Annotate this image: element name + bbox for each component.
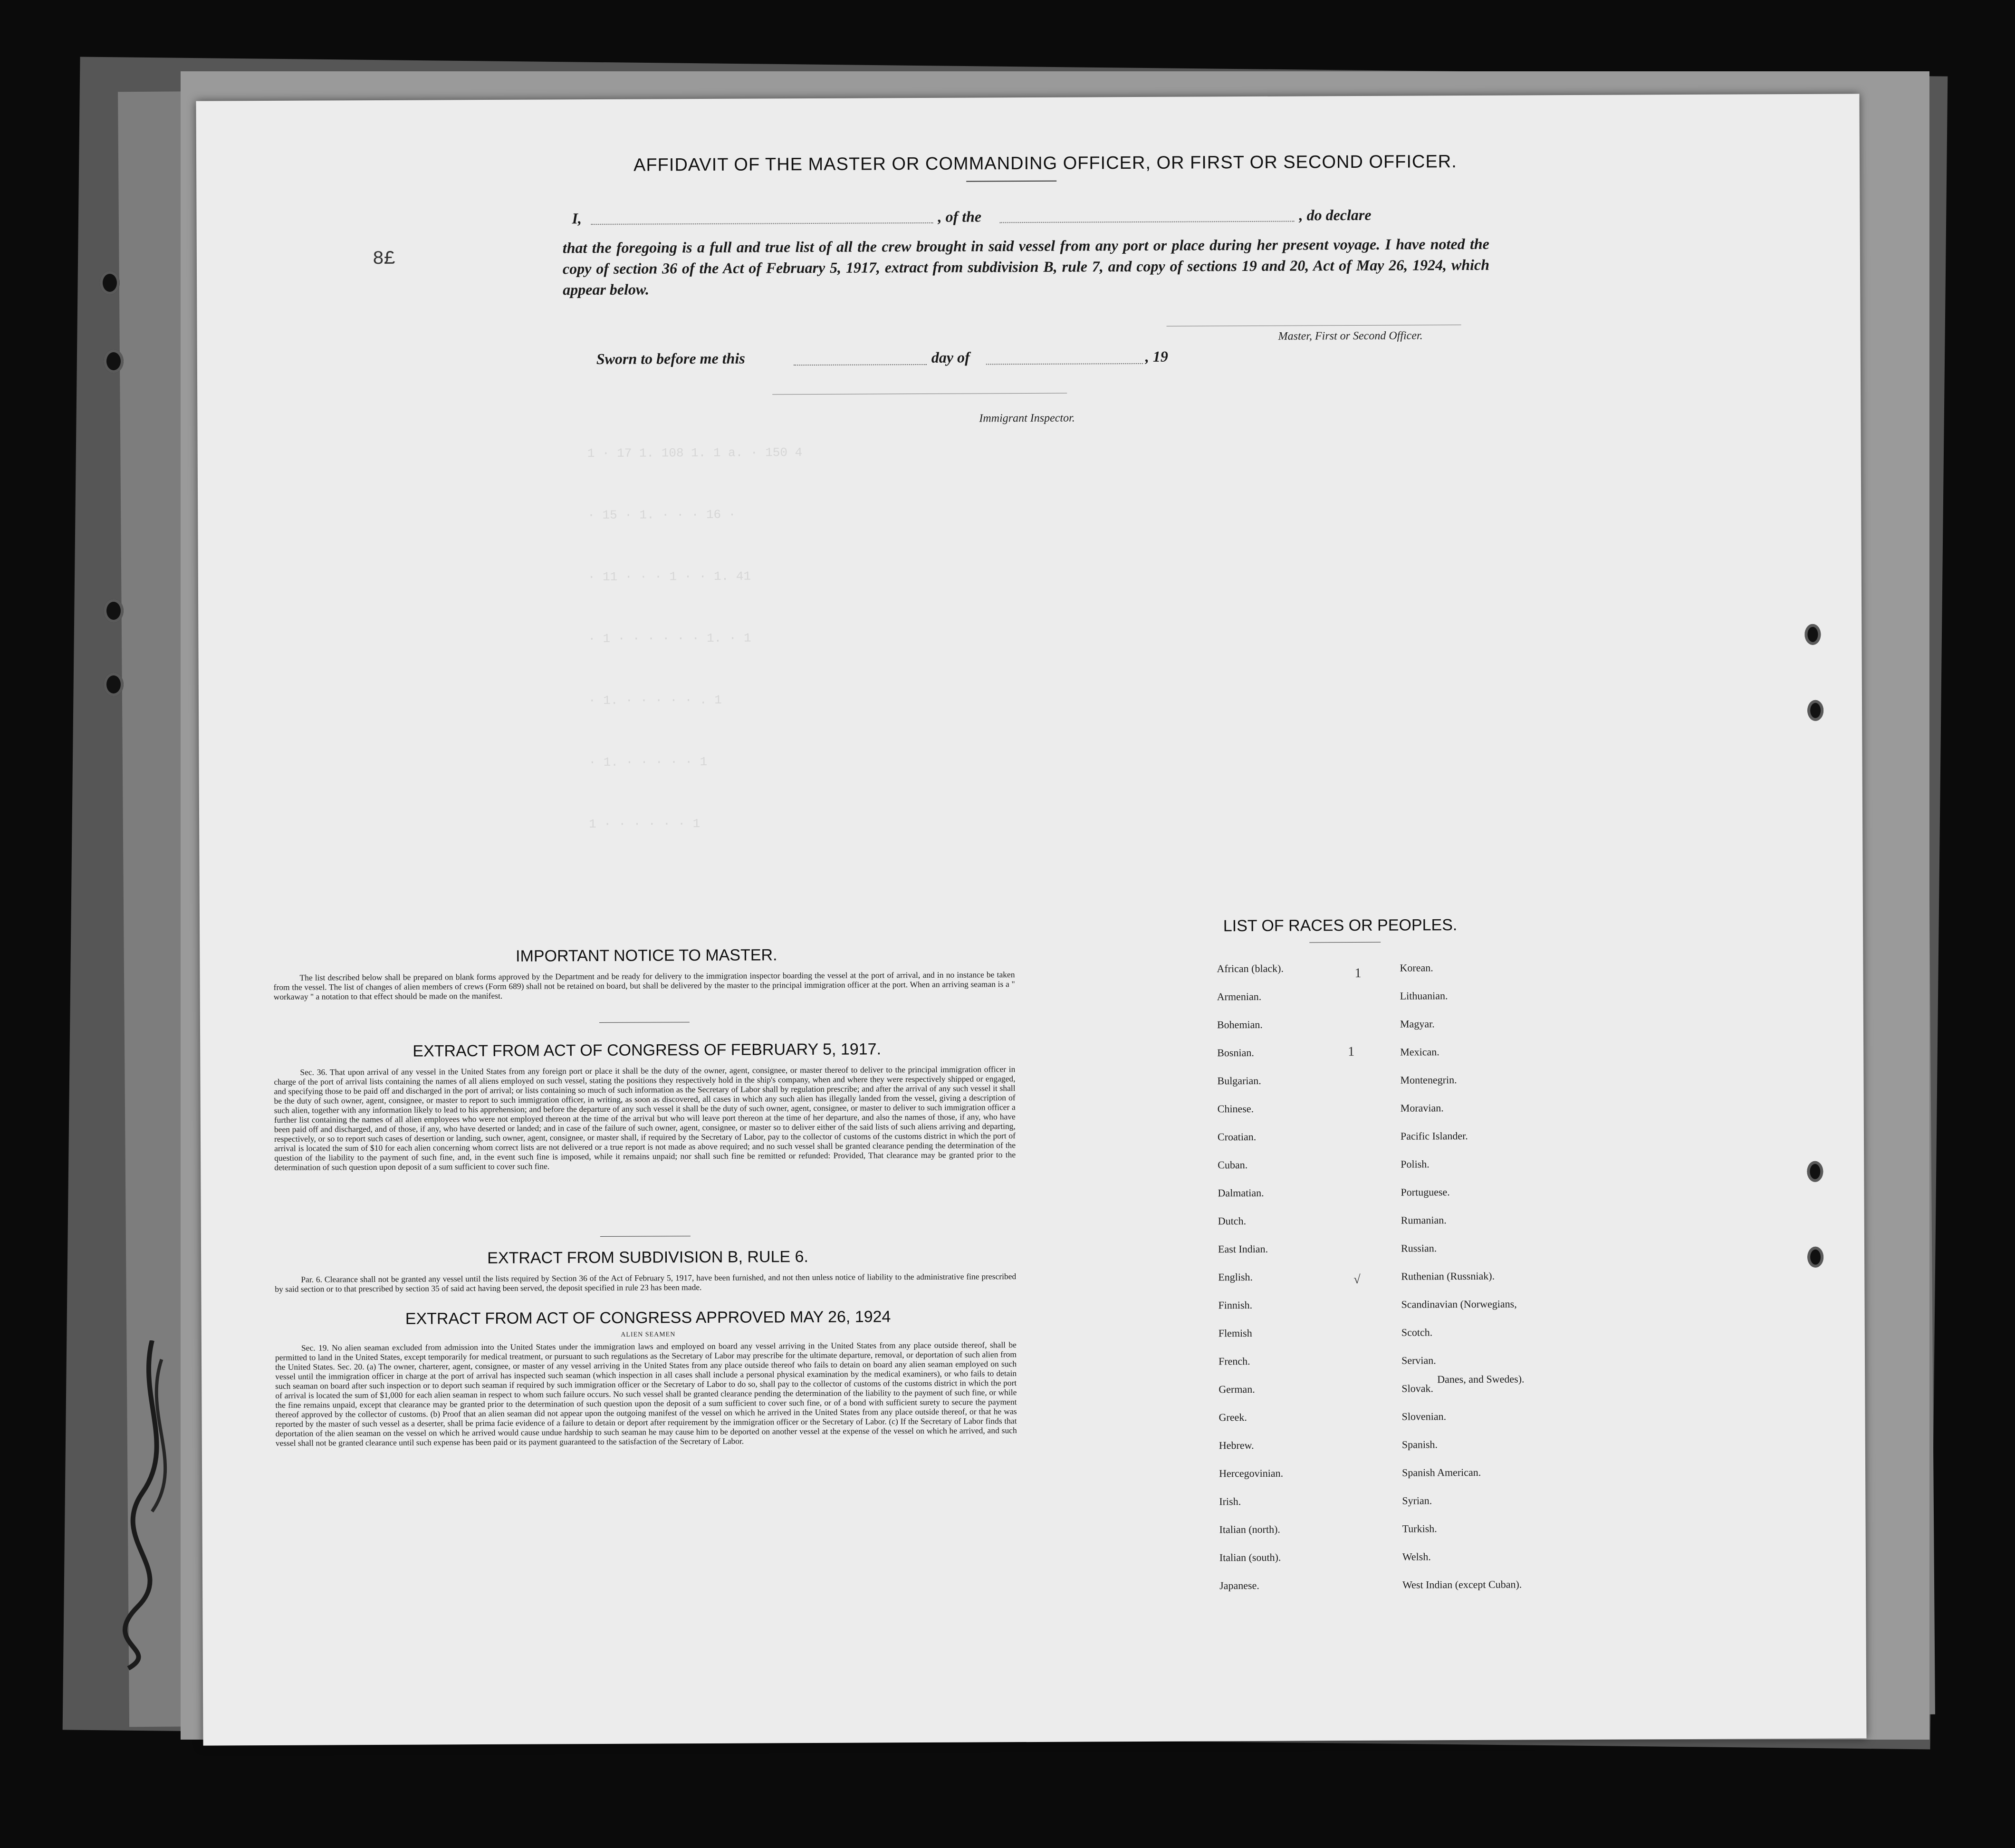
race-item: Chinese. xyxy=(1217,1102,1254,1115)
affidavit-declare-label: , do declare xyxy=(1299,206,1372,224)
extract-1924-title: EXTRACT FROM ACT OF CONGRESS APPROVED MAY 26, 1924 xyxy=(405,1308,891,1328)
race-item: Scandinavian (Norwegians, xyxy=(1401,1298,1517,1310)
race-item: Spanish. xyxy=(1401,1438,1438,1451)
extract-1917-title: EXTRACT FROM ACT OF CONGRESS OF FEBRUARY 5, 1917. xyxy=(413,1040,882,1060)
race-item: Slovenian. xyxy=(1401,1410,1447,1423)
race-item: Dutch. xyxy=(1218,1215,1247,1227)
race-item: Armenian. xyxy=(1217,990,1262,1003)
day-of-label: day of xyxy=(931,348,970,366)
affidavit-i-label: I, xyxy=(572,210,582,227)
race-item: German. xyxy=(1219,1383,1255,1396)
binding-hole xyxy=(1804,624,1821,645)
vessel-name-field[interactable] xyxy=(1000,221,1295,223)
race-item: Welsh. xyxy=(1402,1550,1431,1563)
affidavit-title: AFFIDAVIT OF THE MASTER OR COMMANDING OFFICER, OR FIRST OR SECOND OFFICER. xyxy=(633,152,1457,175)
race-item: Korean. xyxy=(1400,962,1433,974)
race-item: East Indian. xyxy=(1218,1242,1268,1255)
inspector-signature-label: Immigrant Inspector. xyxy=(979,412,1075,425)
race-item: Moravian. xyxy=(1400,1102,1444,1114)
race-item: Servian. xyxy=(1401,1354,1436,1367)
race-item: English. xyxy=(1218,1270,1253,1283)
race-item: Montenegrin. xyxy=(1400,1074,1457,1086)
binding-string xyxy=(109,1340,195,1673)
sworn-month-field[interactable] xyxy=(986,363,1143,365)
race-item: Spanish American. xyxy=(1402,1466,1481,1479)
notice-body: The list described below shall be prepared on blank forms approved by the Department and be ready for delivery to the immigration inspector boarding the vessel at the port of arrival, and in no instance be taken from the vessel. The list of changes of alien members of crews (Form 689) shall not be retained on board, but shall be delivered by the master to the principal immigration officer at the port. When an arriving seaman is a " workaway " a notation to that effect should be made on the manifest. xyxy=(273,970,1015,1001)
notice-title: IMPORTANT NOTICE TO MASTER. xyxy=(516,946,777,965)
race-item: Ruthenian (Russniak). xyxy=(1401,1270,1495,1282)
binding-hole xyxy=(100,271,120,295)
sworn-label: Sworn to before me this xyxy=(596,349,745,367)
officer-name-field[interactable] xyxy=(591,222,933,225)
race-item: Slovak. xyxy=(1401,1382,1433,1395)
year-label: , 19 xyxy=(1145,347,1168,365)
race-item: Finnish. xyxy=(1218,1299,1253,1311)
margin-mark: 8£ xyxy=(372,248,396,270)
race-item: Syrian. xyxy=(1402,1494,1432,1507)
extract-1917-body: Sec. 36. That upon arrival of any vessel in the United States from any foreign port or place it shall be the duty of the owner, agent, consignee, or master thereof to deliver to the principal immigration officer in charge of the port of arrival lists containing the names of all aliens employed on such vessel, stating the positions they respectively hold in the ship's company, when and where they were respectively shipped or engaged, and specifying those to be paid off and discharged in the port of arrival; or lists containing so much of such information as the Secretary of Labor shall by regulation prescribe; and after the arrival of any such vessel it shall be the duty of such owner, agent, consignee, or master to report to such immigration officer, in writing, as soon as discovered, all cases in which any such alien has illegally landed from the vessel, giving a description of such alien, together with any information likely to lead to his apprehension; and before the departure of any such vessel it shall be the duty of such owner, agent, consignee, or master to deliver to such immigration officer a further list containing the names of all alien employees who were not employed thereon at the time of the arrival but who will leave port thereon at the time of her departure, and also the names of those, if any, who have been paid off and discharged, and of those, if any, who have deserted or landed; and in case of the failure of such owner, agent, consignee, or master so to deliver either of the said lists of such aliens arriving and departing, respectively, or so to report such cases of desertion or landing, such owner, agent, consignee, or master shall, if required by the Secretary of Labor, pay to the collector of customs of the customs district in which the port of arrival is located the sum of $10 for each alien concerning whom correct lists are not delivered or a true report is not made as above required; and no such vessel shall be granted clearance pending the determination of the question of the liability to the payment of such fine, and, in the event such fine is imposed, while it remains unpaid; nor shall such fine be remitted or refunded: Provided, That clearance may be granted prior to the determination of such question upon deposit of a sum sufficient to cover such fine. xyxy=(274,1064,1016,1172)
extract-1924-subtitle: ALIEN SEAMEN xyxy=(621,1331,676,1338)
sworn-day-field[interactable] xyxy=(794,364,927,366)
race-item: Bosnian. xyxy=(1217,1046,1254,1059)
race-item: Greek. xyxy=(1219,1411,1247,1424)
race-item: Hebrew. xyxy=(1219,1439,1254,1452)
race-item: Portuguese. xyxy=(1401,1186,1450,1198)
race-item: Cuban. xyxy=(1218,1159,1248,1171)
race-item: Italian (south). xyxy=(1219,1551,1281,1564)
race-item: Croatian. xyxy=(1217,1130,1257,1143)
race-item: French. xyxy=(1219,1355,1250,1367)
manifest-page: 1 · 17 1. 108 1. 1 a. · 150 4 · 15 · 1. · · · 16 · · 11 · · · 1 · · 1. 41 · 1 · · · · · · 1. · 1 · 1. · · · · · . 1 · 1. · · · · · 1 1 · · · · · · 1 AFFIDAVIT OF THE MASTER OR COMMANDING OFFICER, OR FIRST OR SECOND OFFICER. I, , of the , do declare that the foregoing is a full and true list of all the crew brought in said vessel from any port or place during her present voyage. I have noted the copy of section 36 of the Act of February 5, 1917, extract from subdivision B, rule 7, and copy of sections 19 and 20, Act of May 26, 1924, which appear below. 8£ Master, First or Second Officer. Sworn to before me this day of , 19 Immigrant Inspector. IMPORTANT NOTICE TO MASTER. The list described below shall be prepared on blank forms approved by the Department and be ready for delivery to the immigration inspector boarding the vessel at the port of arrival, and in no instance be taken from the vessel. The list of changes of alien members of crews (Form 689) shall not be retained on board, but shall be delivered by the master to the principal immigration officer at the port. When an arriving seaman is a " workaway " a notation to that effect should be made on the manifest. EXTRACT FROM ACT OF CONGRESS OF FEBRUARY 5, 1917. Sec. 36. That upon arrival of any vessel in the United States from any foreign port or place it shall be the duty of the owner, agent, consignee, or master thereof to deliver to the principal immigration officer in charge of the port of arrival lists containing the names of all aliens employed on such vessel, stating the positions they respectively hold in the ship's company, when and where they were respectively shipped or engaged, and specifying those to be paid off and discharged in the port of arrival; or lists containing so much of such information as the Secretary of Labor shall by regulation prescribe; and after the arrival of any such vessel it shall be the duty of such owner, agent, consignee, or master to report to such immigration officer, in writing, as soon as discovered, all cases in which any such alien has illegally landed from the vessel, giving a description of such alien, together with any information likely to lead to his apprehension; and before the departure of any such vessel it shall be the duty of such owner, agent, consignee, or master to deliver to such immigration officer a further list containing the names of all alien employees who were not employed thereon at the time of the arrival but who will leave port thereon at the time of her departure, and also the names of those, if any, who have been paid off and discharged, and of those, if any, who have deserted or landed; and in case of the failure of such owner, agent, consignee, or master so to deliver either of the said lists of such aliens arriving and departing, respectively, or so to report such cases of desertion or landing, such owner, agent, consignee, or master shall, if required by the Secretary of Labor, pay to the collector of customs of the customs district in which the port of arrival is located the sum of $10 for each alien concerning whom correct lists are not delivered or a true report is not made as above required; and no such vessel shall be granted clearance pending the determination of the question of the liability to the payment of such fine, and, in the event such fine is imposed, while it remains unpaid; nor shall such fine be remitted or refunded: Provided, That clearance may be granted prior to the determination of such question upon deposit of a sum sufficient to cover such fine. EXTRACT FROM SUBDIVISION B, RULE 6. Par. 6. Clearance shall not be granted any vessel until the lists required by Section 36 of the Act of February 5, 1917, have been furnished, and not then unless notice of liability to the administrative fine prescribed by said section or to that prescribed by section 35 of said act having been served, the deposit specified in rule 23 has been made. EXTRACT FROM ACT OF CONGRESS APPROVED MAY 26, 1924 ALIEN SEAMEN Sec. 19. No alien seaman excluded from admission into the United States under the immigration laws and employed on board any vessel arriving in the United States from any place outside thereof, shall be permitted to land in the United States, except temporarily for medical treatment, or pursuant to such regulations as the Secretary of Labor may prescribe for the ultimate departure, removal, or deportation of such alien from the United States. Sec. 20. (a) The owner, charterer, agent, consignee, or master of any vessel arriving in the United States from any place outside thereof who fails to detain on board any alien seaman employed on such vessel until the immigration officer in charge at the port of arrival has inspected such seaman (which inspection in all cases shall include a personal physical examination by the medical examiners), or who fails to detain such seaman on board after such inspection or to deport such seaman if required by such immigration officer or the Secretary of Labor to do so, shall pay to the collector of customs of the customs district in which the port of arrival is located the sum of $1,000 for each alien seaman in respect to whom such failure occurs. No such vessel shall be granted clearance pending the determination of the liability to the payment of such fine, or while the fine remains unpaid, except that clearance may be granted prior to the determination of such question upon the deposit of a sum sufficient to cover such fine, or of a bond with sufficient surety to secure the payment thereof approved by the collector of customs. (b) Proof that an alien seaman did not appear upon the outgoing manifest of the vessel on which he arrived in the United States from any place outside thereof, or that he was reported by the master of such vessel as a deserter, shall be prima facie evidence of a failure to detain or deport after requirement by the immigration officer or the Secretary of Labor. (c) If the Secretary of Labor finds that deportation of the alien seaman on the vessel on which he arrived would cause undue hardship to such seaman he may cause him to be deported on another vessel at the expense of the vessel on which he arrived, and such vessel shall not be granted clearance until such expense has been paid or its payment guaranteed to the satisfaction of the Secretary of Labor. LIST OF RACES OR PEOPLES. African (black). Armenian. Bohemian. Bosnian. Bulgarian. Chinese. Croatian. Cuban. Dalmatian. Dutch. East Indian. English. Finnish. Flemish French. German. Greek. Hebrew. Hercegovinian. Irish. Italian (north). Italian (south). Japanese. Korean. Lithuanian. Magyar. Mexican. Montenegrin. Moravian. Pacific Islander. Polish. Portuguese. Rumanian. Russian. Ruthenian (Russniak). Scandinavian (Norwegians, Scotch. Servian. Slovak. Slovenian. Spanish. Spanish American. Syrian. Turkish. Welsh. West Indian (except Cuban). Danes, and Swedes). 1 1 √ xyxy=(196,94,1866,1745)
race-item: African (black). xyxy=(1217,962,1284,975)
race-item: Pacific Islander. xyxy=(1400,1129,1468,1142)
race-item: Turkish. xyxy=(1402,1522,1437,1535)
race-item: Bohemian. xyxy=(1217,1018,1263,1031)
extract-rule6-title: EXTRACT FROM SUBDIVISION B, RULE 6. xyxy=(487,1248,809,1268)
affidavit-body: that the foregoing is a full and true list of all the crew brought in said vessel from any port or place during her present voyage. I have noted the copy of section 36 of the Act of February 5, 1917, extract from subdivision B, rule 7, and copy of sections 19 and 20, Act of May 26, 1924, which appear below. xyxy=(562,235,1490,298)
binding-hole xyxy=(1807,1161,1823,1182)
race-item: Irish. xyxy=(1219,1495,1241,1508)
affidavit-of-label: , of the xyxy=(938,208,982,225)
race-item: West Indian (except Cuban). xyxy=(1402,1578,1522,1591)
race-item: Hercegovinian. xyxy=(1219,1467,1284,1480)
race-item: Bulgarian. xyxy=(1217,1074,1261,1087)
race-item: Danes, and Swedes). xyxy=(1437,1373,1525,1386)
race-item: Rumanian. xyxy=(1401,1214,1447,1226)
race-item: Dalmatian. xyxy=(1218,1186,1264,1199)
binding-hole xyxy=(104,349,124,373)
extract-1924-body: Sec. 19. No alien seaman excluded from admission into the United States under the immigration laws and employed on board any vessel arriving in the United States from any place outside thereof, shall be permitted to land in the United States, except temporarily for medical treatment, or pursuant to such regulations as the Secretary of Labor may prescribe for the ultimate departure, removal, or deportation of such alien from the United States. Sec. 20. (a) The owner, charterer, agent, consignee, or master of any vessel arriving in the United States from any place outside thereof who fails to detain on board any alien seaman employed on such vessel until the immigration officer in charge at the port of arrival has inspected such seaman (which inspection in all cases shall include a personal physical examination by the medical examiners), or who fails to detain such seaman on board after such inspection or to deport such seaman if required by such immigration officer or the Secretary of Labor to do so, shall pay to the collector of customs of the customs district in which the port of arrival is located the sum of $1,000 for each alien seaman in respect to whom such failure occurs. No such vessel shall be granted clearance pending the determination of the liability to the payment of such fine, or while the fine remains unpaid, except that clearance may be granted prior to the determination of such question upon the deposit of a sum sufficient to cover such fine, or of a bond with sufficient surety to secure the payment thereof approved by the collector of customs. (b) Proof that an alien seaman did not appear upon the outgoing manifest of the vessel on which he arrived in the United States from any place outside thereof, or that he was reported by the master of such vessel as a deserter, shall be prima facie evidence of a failure to detain or deport after requirement by the immigration officer or the Secretary of Labor. (c) If the Secretary of Labor finds that deportation of the alien seaman on the vessel on which he arrived would cause undue hardship to such seaman he may cause him to be deported on another vessel at the expense of the vessel on which he arrived, and such vessel shall not be granted clearance until such expense has been paid or its payment guaranteed to the satisfaction of the Secretary of Labor. xyxy=(275,1340,1017,1448)
race-item: Mexican. xyxy=(1400,1046,1439,1058)
race-item: Magyar. xyxy=(1400,1018,1435,1030)
binding-hole xyxy=(1807,700,1823,721)
race-item: Scotch. xyxy=(1401,1326,1433,1338)
binding-hole xyxy=(104,673,124,696)
race-item: Russian. xyxy=(1401,1242,1437,1254)
master-signature-label: Master, First or Second Officer. xyxy=(1278,329,1423,343)
race-item: Lithuanian. xyxy=(1400,990,1448,1002)
binding-hole xyxy=(104,599,124,623)
binding-hole xyxy=(1807,1247,1823,1268)
race-item: Japanese. xyxy=(1219,1579,1259,1592)
race-item: Polish. xyxy=(1401,1158,1430,1170)
races-title: LIST OF RACES OR PEOPLES. xyxy=(1223,916,1458,935)
race-item: Italian (north). xyxy=(1219,1523,1280,1536)
race-item: Flemish xyxy=(1218,1327,1252,1339)
extract-rule6-body: Par. 6. Clearance shall not be granted any vessel until the lists required by Section 36 of the Act of February 5, 1917, have been furnished, and not then unless notice of liability to the administrative fine prescribed by said section or to that prescribed by section 35 of said act having been served, the deposit specified in rule 23 has been made. xyxy=(275,1271,1017,1294)
